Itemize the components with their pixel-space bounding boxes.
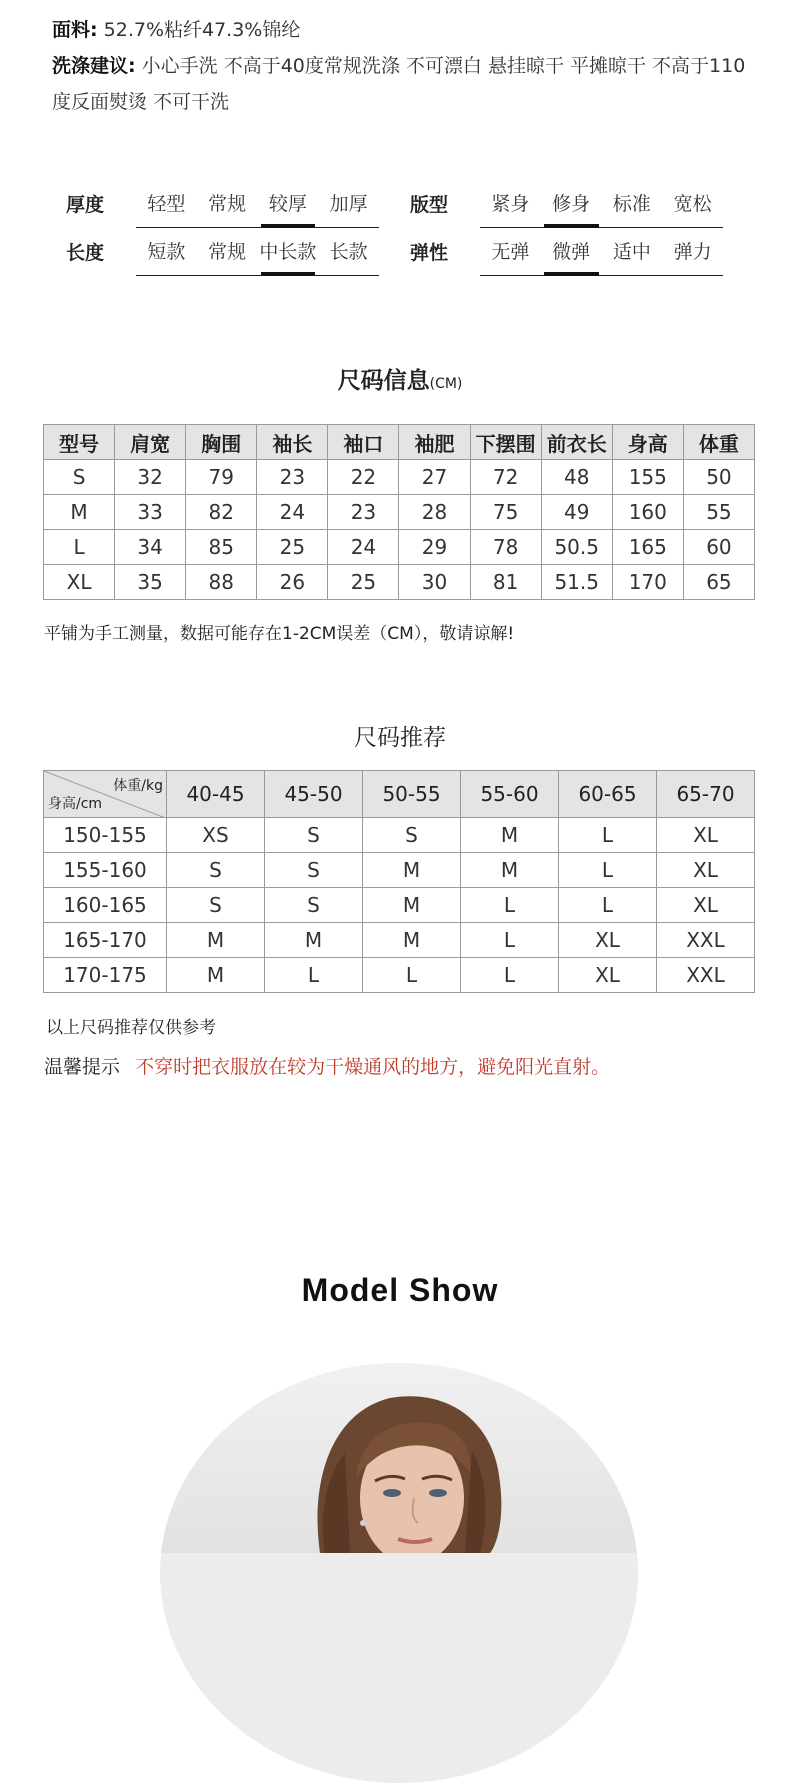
size-info-header-row (44, 425, 755, 460)
fabric-value: 52.7%粘纤47.3%锦纶 (97, 19, 301, 41)
attr-option[interactable]: 弹力 (673, 241, 712, 263)
table-cell: M (44, 495, 115, 530)
care-tip-text: 不穿时把衣服放在较为干燥通风的地方，避免阳光直射。 (135, 1056, 611, 1078)
attr-option[interactable]: 宽松 (673, 193, 712, 215)
recommended-size-cell: M (461, 818, 559, 853)
size-info-header-cell: 胸围 (186, 425, 257, 460)
recommended-size-cell: S (265, 818, 363, 853)
attr-option[interactable]: 短款 (147, 241, 186, 263)
recommended-size-cell: M (461, 853, 559, 888)
recommended-size-cell: M (363, 923, 461, 958)
corner-weight-label: 体重/kg (113, 778, 163, 794)
attr-option[interactable]: 长款 (329, 241, 368, 263)
size-rec-table (43, 770, 755, 993)
size-rec-weight-header: 60-65 (559, 771, 657, 818)
table-cell: 24 (257, 495, 328, 530)
table-cell: 65 (683, 565, 754, 600)
table-row (44, 530, 755, 565)
size-rec-weight-header: 55-60 (461, 771, 559, 818)
table-cell: 85 (186, 530, 257, 565)
table-cell: 29 (399, 530, 470, 565)
size-info-header-cell: 袖长 (257, 425, 328, 460)
size-info-header-cell: 身高 (612, 425, 683, 460)
table-cell: 79 (186, 460, 257, 495)
attr-label-length: 长度 (66, 242, 105, 264)
attr-options-fit (480, 189, 723, 228)
recommended-size-cell: XL (657, 818, 755, 853)
attr-option-selected[interactable]: 修身 (541, 189, 602, 219)
table-row (44, 853, 755, 888)
table-cell: 35 (115, 565, 186, 600)
table-cell: 23 (257, 460, 328, 495)
attr-option-selected[interactable]: 中长款 (258, 237, 319, 267)
recommended-size-cell: L (559, 853, 657, 888)
size-rec-weight-header: 65-70 (657, 771, 755, 818)
table-row (44, 460, 755, 495)
table-cell: 25 (257, 530, 328, 565)
attr-option-selected[interactable]: 较厚 (258, 189, 319, 219)
size-rec-weight-header: 40-45 (167, 771, 265, 818)
attr-option[interactable]: 适中 (612, 241, 651, 263)
table-cell: 81 (470, 565, 541, 600)
recommended-size-cell: S (167, 888, 265, 923)
table-cell: 26 (257, 565, 328, 600)
height-range-cell: 170-175 (44, 958, 167, 993)
table-row (44, 565, 755, 600)
table-cell: 72 (470, 460, 541, 495)
table-row (44, 888, 755, 923)
size-info-header-cell: 体重 (683, 425, 754, 460)
recommended-size-cell: L (461, 958, 559, 993)
attr-label-elasticity: 弹性 (410, 242, 449, 264)
size-info-table (43, 424, 755, 600)
wash-label: 洗涤建议: (52, 55, 136, 77)
recommended-size-cell: L (363, 958, 461, 993)
recommended-size-cell: XS (167, 818, 265, 853)
size-rec-weight-header: 50-55 (363, 771, 461, 818)
recommended-size-cell: S (167, 853, 265, 888)
attr-options-elasticity (480, 237, 723, 276)
attr-options-thickness (136, 189, 379, 228)
attr-option[interactable]: 无弹 (491, 241, 530, 263)
attr-option[interactable]: 常规 (208, 193, 247, 215)
table-cell: 49 (541, 495, 612, 530)
care-tip-label: 温馨提示 (44, 1056, 121, 1078)
recommended-size-cell: S (363, 818, 461, 853)
size-info-title-text: 尺码信息 (337, 368, 430, 394)
attr-option[interactable]: 加厚 (329, 193, 368, 215)
table-cell: 165 (612, 530, 683, 565)
corner-height-label: 身高/cm (48, 796, 103, 812)
table-row (44, 923, 755, 958)
table-cell: XL (44, 565, 115, 600)
model-show-title: Model Show (301, 1272, 499, 1308)
table-row (44, 958, 755, 993)
recommended-size-cell: L (559, 818, 657, 853)
attr-options-length (136, 237, 379, 276)
recommended-size-cell: S (265, 888, 363, 923)
table-cell: 82 (186, 495, 257, 530)
size-info-title (0, 362, 800, 395)
table-cell: 55 (683, 495, 754, 530)
recommended-size-cell: S (265, 853, 363, 888)
size-info-header-cell: 下摆围 (470, 425, 541, 460)
table-cell: 50.5 (541, 530, 612, 565)
size-info-header-cell: 肩宽 (115, 425, 186, 460)
care-tip (44, 1052, 610, 1079)
attr-option[interactable]: 紧身 (491, 193, 530, 215)
table-row (44, 495, 755, 530)
size-info-header-cell: 袖口 (328, 425, 399, 460)
fabric-info (52, 12, 300, 48)
attr-option-selected[interactable]: 微弹 (541, 237, 602, 267)
recommended-size-cell: L (461, 888, 559, 923)
recommended-size-cell: L (461, 923, 559, 958)
table-cell: 48 (541, 460, 612, 495)
table-cell: 155 (612, 460, 683, 495)
table-cell: 75 (470, 495, 541, 530)
height-range-cell: 160-165 (44, 888, 167, 923)
model-illustration (160, 1363, 638, 1553)
table-cell: 88 (186, 565, 257, 600)
table-cell: 32 (115, 460, 186, 495)
table-cell: 23 (328, 495, 399, 530)
table-cell: 25 (328, 565, 399, 600)
recommended-size-cell: L (265, 958, 363, 993)
recommended-size-cell: M (363, 853, 461, 888)
table-cell: 22 (328, 460, 399, 495)
table-cell: L (44, 530, 115, 565)
attr-label-thickness: 厚度 (66, 194, 105, 216)
wash-info (52, 48, 762, 120)
fabric-label: 面料: (52, 19, 98, 41)
recommended-size-cell: XL (559, 923, 657, 958)
recommended-size-cell: L (559, 888, 657, 923)
attr-option[interactable]: 标准 (612, 193, 651, 215)
table-cell: S (44, 460, 115, 495)
recommended-size-cell: M (363, 888, 461, 923)
recommended-size-cell: M (167, 958, 265, 993)
attr-option[interactable]: 常规 (208, 241, 247, 263)
table-cell: 30 (399, 565, 470, 600)
height-range-cell: 165-170 (44, 923, 167, 958)
size-info-header-cell: 型号 (44, 425, 115, 460)
table-cell: 160 (612, 495, 683, 530)
height-range-cell: 155-160 (44, 853, 167, 888)
attr-option[interactable]: 轻型 (147, 193, 186, 215)
table-cell: 170 (612, 565, 683, 600)
model-photo (160, 1363, 638, 1783)
table-cell: 78 (470, 530, 541, 565)
size-info-unit: (CM) (429, 376, 463, 392)
size-rec-weight-header: 45-50 (265, 771, 363, 818)
table-cell: 51.5 (541, 565, 612, 600)
size-rec-header-row (44, 771, 755, 818)
recommended-size-cell: M (265, 923, 363, 958)
recommended-size-cell: XXL (657, 923, 755, 958)
recommended-size-cell: XL (657, 888, 755, 923)
table-cell: 33 (115, 495, 186, 530)
table-cell: 28 (399, 495, 470, 530)
size-info-header-cell: 前衣长 (541, 425, 612, 460)
size-info-header-cell: 袖肥 (399, 425, 470, 460)
height-range-cell: 150-155 (44, 818, 167, 853)
size-info-note: 平铺为手工测量，数据可能存在1-2CM误差（CM），敬请谅解! (44, 624, 515, 644)
attr-label-fit: 版型 (410, 194, 449, 216)
size-rec-corner-cell (44, 771, 167, 818)
table-cell: 50 (683, 460, 754, 495)
recommended-size-cell: XL (559, 958, 657, 993)
table-cell: 27 (399, 460, 470, 495)
table-cell: 34 (115, 530, 186, 565)
table-cell: 24 (328, 530, 399, 565)
table-cell: 60 (683, 530, 754, 565)
recommended-size-cell: XL (657, 853, 755, 888)
recommended-size-cell: XXL (657, 958, 755, 993)
wash-value: 小心手洗 不高于40度常规洗涤 不可漂白 悬挂晾干 平摊晾干 不高于110度反面熨烫 不可干洗 (52, 55, 746, 113)
size-rec-title: 尺码推荐 (354, 725, 446, 751)
recommended-size-cell: M (167, 923, 265, 958)
size-rec-note: 以上尺码推荐仅供参考 (46, 1018, 216, 1038)
table-row (44, 818, 755, 853)
